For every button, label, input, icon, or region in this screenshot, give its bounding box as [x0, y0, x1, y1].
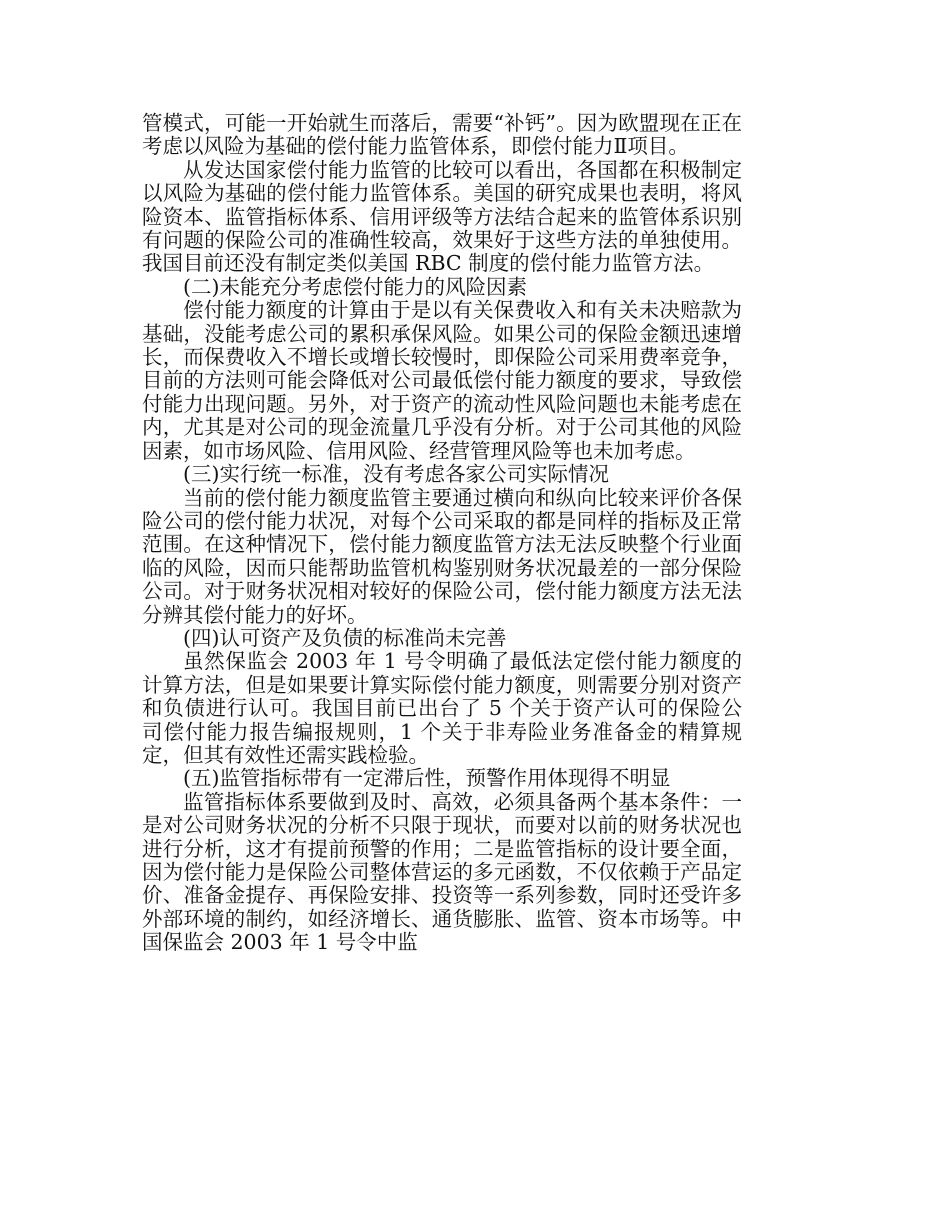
- section-heading: (三)实行统一标准，没有考虑各家公司实际情况: [183, 462, 609, 487]
- document-page: [142, 112, 742, 955]
- section-heading: (四)认可资产及负债的标准尚未完善: [183, 625, 507, 650]
- paragraph-continued: 管模式，可能一开始就生而落后，需要“补钙”。因为欧盟现在正在考虑以风险为基础的偿付能力监管体系，即偿付能力Ⅱ项目。: [142, 111, 742, 159]
- paragraph: 偿付能力额度的计算由于是以有关保费收入和有关未决赔款为基础，没能考虑公司的累积承保风险。如果公司的保险金额迅速增长，而保费收入不增长或增长较慢时，即保险公司采用费率竞争，目前的方法则可能会降低对公司最低偿付能力额度的要求，导致偿付能力出现问题。另外，对于资产的流动性风险问题也未能考虑在内，尤其是对公司的现金流量几乎没有分析。对于公司其他的风险因素，如市场风险、信用风险、经营管理风险等也未加考虑。: [142, 298, 742, 463]
- section-heading: (二)未能充分考虑偿付能力的风险因素: [183, 274, 527, 299]
- paragraph: 当前的偿付能力额度监管主要通过横向和纵向比较来评价各保险公司的偿付能力状况，对每个公司采取的都是同样的指标及正常范围。在这种情况下，偿付能力额度监管方法无法反映整个行业面临的风险，因而只能帮助监管机构鉴别财务状况最差的一部分保险公司。对于财务状况相对较好的保险公司，偿付能力额度方法无法分辨其偿付能力的好坏。: [142, 485, 742, 627]
- paragraph: 虽然保监会 2003 年 1 号令明确了最低法定偿付能力额度的计算方法，但是如果要计算实际偿付能力额度，则需要分别对资产和负债进行认可。我国目前已出台了 5 个关于资产认可的保险公司偿付能力报告编报规则，1 个关于非寿险业务准备金的精算规定，但其有效性还需实践检验。: [142, 649, 742, 767]
- section-heading: (五)监管指标带有一定滞后性，预警作用体现得不明显: [183, 766, 671, 791]
- paragraph: 从发达国家偿付能力监管的比较可以看出，各国都在积极制定以风险为基础的偿付能力监管体系。美国的研究成果也表明，将风险资本、监管指标体系、信用评级等方法结合起来的监管体系识别有问题的保险公司的准确性较高，效果好于这些方法的单独使用。我国目前还没有制定类似美国 RBC 制度的偿付能力监管方法。: [142, 157, 742, 276]
- paragraph: 监管指标体系要做到及时、高效，必须具备两个基本条件：一是对公司财务状况的分析不只限于现状，而要对以前的财务状况也进行分析，这才有提前预警的作用；二是监管指标的设计要全面，因为偿付能力是保险公司整体营运的多元函数，不仅依赖于产品定价、准备金提存、再保险安排、投资等一系列参数，同时还受许多外部环境的制约，如经济增长、通货膨胀、监管、资本市场等。中国保监会 2003 年 1 号令中监: [142, 789, 742, 955]
